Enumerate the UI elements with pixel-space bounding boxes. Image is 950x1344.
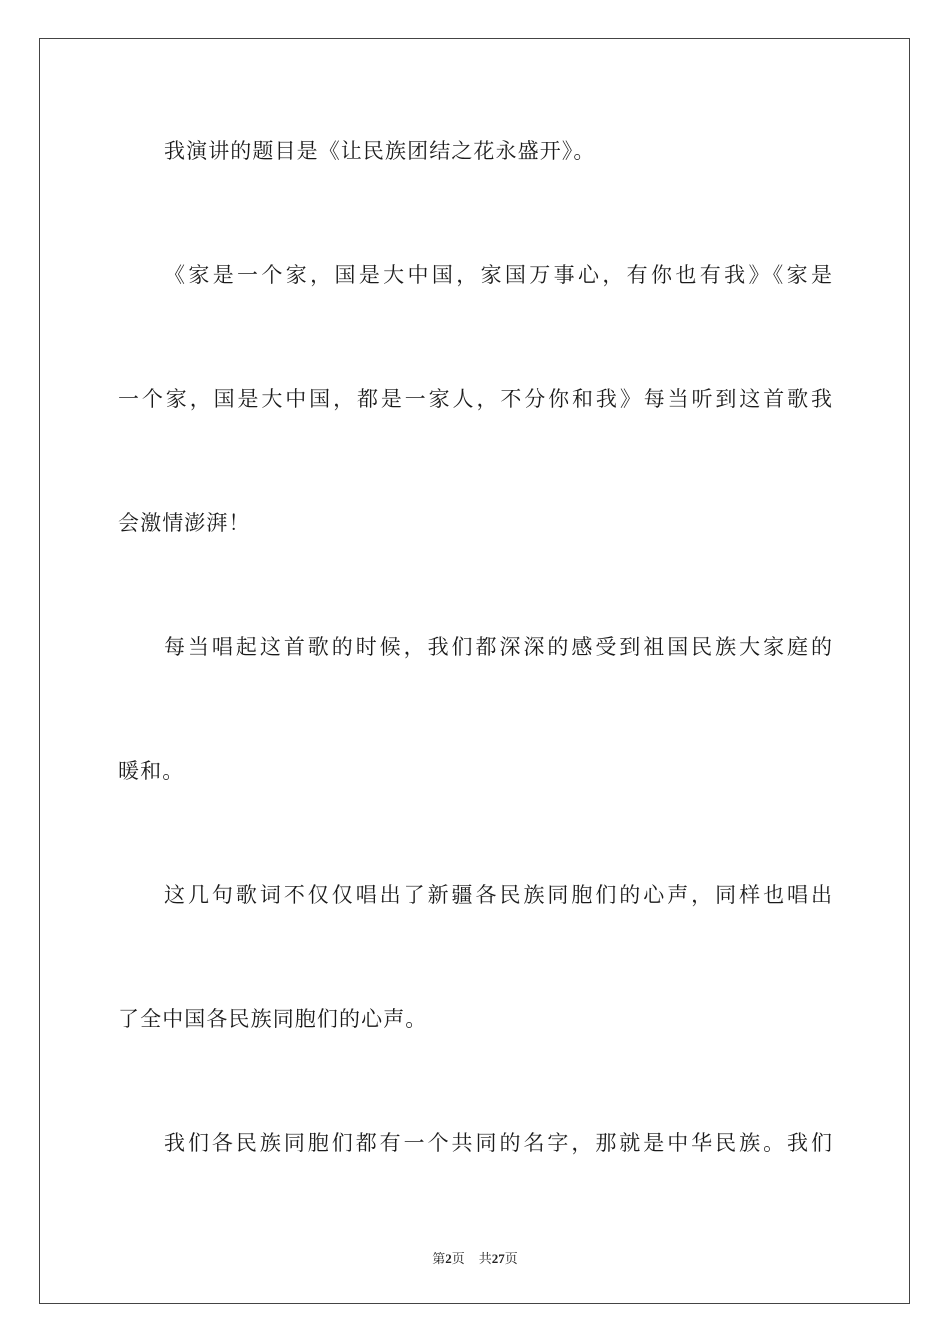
paragraph-line: 这几句歌词不仅仅唱出了新疆各民族同胞们的心声，同样也唱出 [164, 883, 832, 907]
page-footer [0, 1248, 950, 1267]
paragraph-line: 一个家，国是大中国，都是一家人，不分你和我》每当听到这首歌我 [118, 387, 832, 411]
paragraph-line: 我演讲的题目是《让民族团结之花永盛开》。 [164, 139, 596, 163]
page-prefix: 第 [432, 1251, 446, 1266]
total-pages: 27 [491, 1251, 505, 1266]
paragraph-line: 暖和。 [118, 759, 185, 783]
paragraph-line: 我们各民族同胞们都有一个共同的名字，那就是中华民族。我们 [164, 1131, 832, 1155]
paragraph-line: 《家是一个家，国是大中国，家国万事心，有你也有我》《家是 [164, 263, 832, 287]
paragraph-line: 了全中国各民族同胞们的心声。 [118, 1007, 428, 1031]
total-suffix: 页 [504, 1251, 518, 1266]
paragraph-line: 每当唱起这首歌的时候，我们都深深的感受到祖国民族大家庭的 [164, 635, 832, 659]
total-prefix: 共 [478, 1251, 492, 1266]
page-number: 2 [445, 1251, 452, 1266]
paragraph-line: 会激情澎湃！ [118, 511, 251, 535]
page-border [39, 38, 910, 1304]
page-suffix: 页 [451, 1251, 465, 1266]
